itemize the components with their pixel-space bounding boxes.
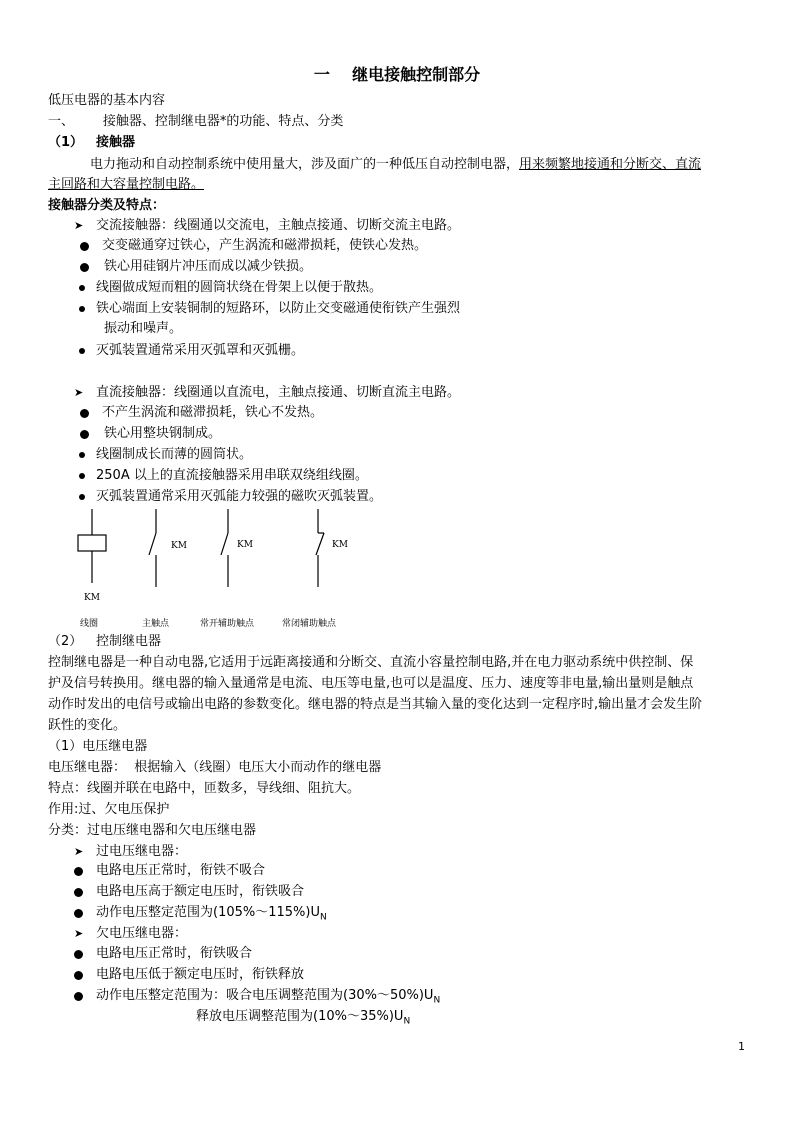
release-range <box>196 1008 410 1031</box>
arrow-bullet-icon: ➤ <box>74 386 84 399</box>
bullet-icon <box>79 285 85 291</box>
label-coil: 线圈 <box>80 619 99 629</box>
ac-contactor-title: 交流接触器：线圈通以交流电，主触点接通、切断交流主电路。 <box>96 218 461 233</box>
ac-item: 铁心用硅钢片冲压而成以减少铁损。 <box>104 259 313 274</box>
ac-item: 线圈做成短而粗的圆筒状绕在骨架上以便于散热。 <box>96 280 383 295</box>
over-voltage-title: 过电压继电器： <box>96 844 188 859</box>
dc-item: 灭弧装置通常采用灭弧能力较强的磁吹灭弧装置。 <box>96 489 383 504</box>
dc-item: 不产生涡流和磁滞损耗，铁心不发热。 <box>102 405 324 420</box>
under-range-text: 动作电压整定范围为：吸合电压调整范围为(30%～50%)U <box>96 988 434 1003</box>
relay-paragraph-line: 跃性的变化。 <box>48 718 127 733</box>
ac-item: 灭弧装置通常采用灭弧罩和灭弧栅。 <box>96 343 305 358</box>
contactor-number: （1） <box>48 135 84 150</box>
under-voltage-item: 电路电压低于额定电压时，衔铁释放 <box>96 967 305 982</box>
ac-item: 铁心端面上安装铜制的短路环，以防止交变磁通使衔铁产生强烈 <box>96 301 461 316</box>
nc-aux-contact-symbol <box>316 533 324 555</box>
bullet-icon <box>74 867 83 876</box>
page-title: 一 继电接触控制部分 <box>313 65 481 84</box>
subscript-n: N <box>403 1016 411 1027</box>
coil-symbol <box>78 535 106 551</box>
dc-item: 250A 以上的直流接触器采用串联双绕组线圈。 <box>96 468 368 483</box>
voltage-relay-feature: 特点：线圈并联在电路中，匝数多，导线细、阻抗大。 <box>48 781 361 796</box>
label-nc-aux-contact: 常闭辅助触点 <box>282 619 337 629</box>
subscript-n: N <box>433 995 441 1006</box>
under-voltage-item: 电路电压正常时，衔铁吸合 <box>96 946 253 961</box>
subscript-n: N <box>320 912 327 923</box>
bullet-icon <box>74 888 83 897</box>
voltage-relay-function: 作用:过、欠电压保护 <box>48 802 170 817</box>
arrow-bullet-icon: ➤ <box>74 219 84 232</box>
classify-heading: 接触器分类及特点： <box>48 198 166 213</box>
page-number: 1 <box>738 1040 745 1053</box>
bullet-icon <box>80 430 89 439</box>
release-range-text: 释放电压调整范围为(10%～35%)U <box>196 1009 404 1024</box>
desc-underline: 用来频繁地接通和分断交、直流 <box>519 157 702 172</box>
bullet-icon <box>74 971 83 980</box>
bullet-icon <box>74 950 83 959</box>
under-voltage-item <box>96 987 440 1010</box>
intro-line: 低压电器的基本内容 <box>48 93 166 108</box>
voltage-relay-heading: （1）电压继电器 <box>48 739 148 754</box>
bullet-icon <box>80 409 89 418</box>
over-voltage-item: 电路电压高于额定电压时，衔铁吸合 <box>96 884 305 899</box>
label-main-contact: 主触点 <box>142 619 170 629</box>
relay-heading: 控制继电器 <box>96 634 162 649</box>
ac-item: 交变磁通穿过铁心，产生涡流和磁滞损耗，使铁心发热。 <box>102 238 428 253</box>
under-voltage-title: 欠电压继电器： <box>96 926 188 941</box>
bullet-icon <box>79 494 85 500</box>
bullet-icon <box>74 909 83 918</box>
bullet-icon <box>74 992 83 1001</box>
relay-number: （2） <box>48 634 83 649</box>
voltage-relay-classes: 分类：过电压继电器和欠电压继电器 <box>48 823 257 838</box>
over-voltage-item <box>96 904 327 927</box>
desc-plain: 电力拖动和自动控制系统中使用量大，涉及面广的一种低压自动控制电器， <box>90 157 520 172</box>
dc-item: 铁心用整块钢制成。 <box>104 426 222 441</box>
contactor-heading: 接触器 <box>96 135 136 150</box>
voltage-relay-definition: 电压继电器： 根据输入（线圈）电压大小而动作的继电器 <box>48 760 382 775</box>
arrow-bullet-icon: ➤ <box>74 845 84 858</box>
relay-paragraph-line: 控制继电器是一种自动电器,它适用于远距离接通和分断交、直流小容量控制电路,并在电力驱动系统中供控制、保 <box>48 655 694 670</box>
arrow-bullet-icon: ➤ <box>74 927 84 940</box>
contactor-description-cont: 主回路和大容量控制电路。 <box>48 177 205 192</box>
bullet-icon <box>79 306 85 312</box>
coil-km-label: KM <box>84 593 100 603</box>
bullet-icon <box>80 242 89 251</box>
bullet-icon <box>79 452 85 458</box>
main-contact-symbol <box>149 533 156 555</box>
over-range-text: 动作电压整定范围为(105%～115%)U <box>96 905 320 920</box>
no-aux-contact-symbol <box>221 533 228 555</box>
section-heading: 一、 接触器、控制继电器*的功能、特点、分类 <box>48 114 344 129</box>
nc-km-label: KM <box>332 540 348 550</box>
contactor-description <box>90 156 701 174</box>
dc-item: 线圈制成长而薄的圆筒状。 <box>96 447 253 462</box>
relay-paragraph-line: 护及信号转换用。继电器的输入量通常是电流、电压等电量,也可以是温度、压力、速度等非电量,输出量则是触点 <box>48 676 694 691</box>
label-no-aux-contact: 常开辅助触点 <box>200 619 255 629</box>
relay-paragraph-line: 动作时发出的电信号或输出电路的参数变化。继电器的特点是当其输入量的变化达到一定程序时,输出量才会发生阶 <box>48 697 703 712</box>
ac-item-cont: 振动和噪声。 <box>104 321 183 336</box>
dc-contactor-title: 直流接触器：线圈通以直流电，主触点接通、切断直流主电路。 <box>96 385 461 400</box>
bullet-icon <box>79 348 85 354</box>
main-km-label: KM <box>171 541 187 551</box>
no-km-label: KM <box>237 540 253 550</box>
bullet-icon <box>79 473 85 479</box>
over-voltage-item: 电路电压正常时，衔铁不吸合 <box>96 863 266 878</box>
bullet-icon <box>80 263 89 272</box>
